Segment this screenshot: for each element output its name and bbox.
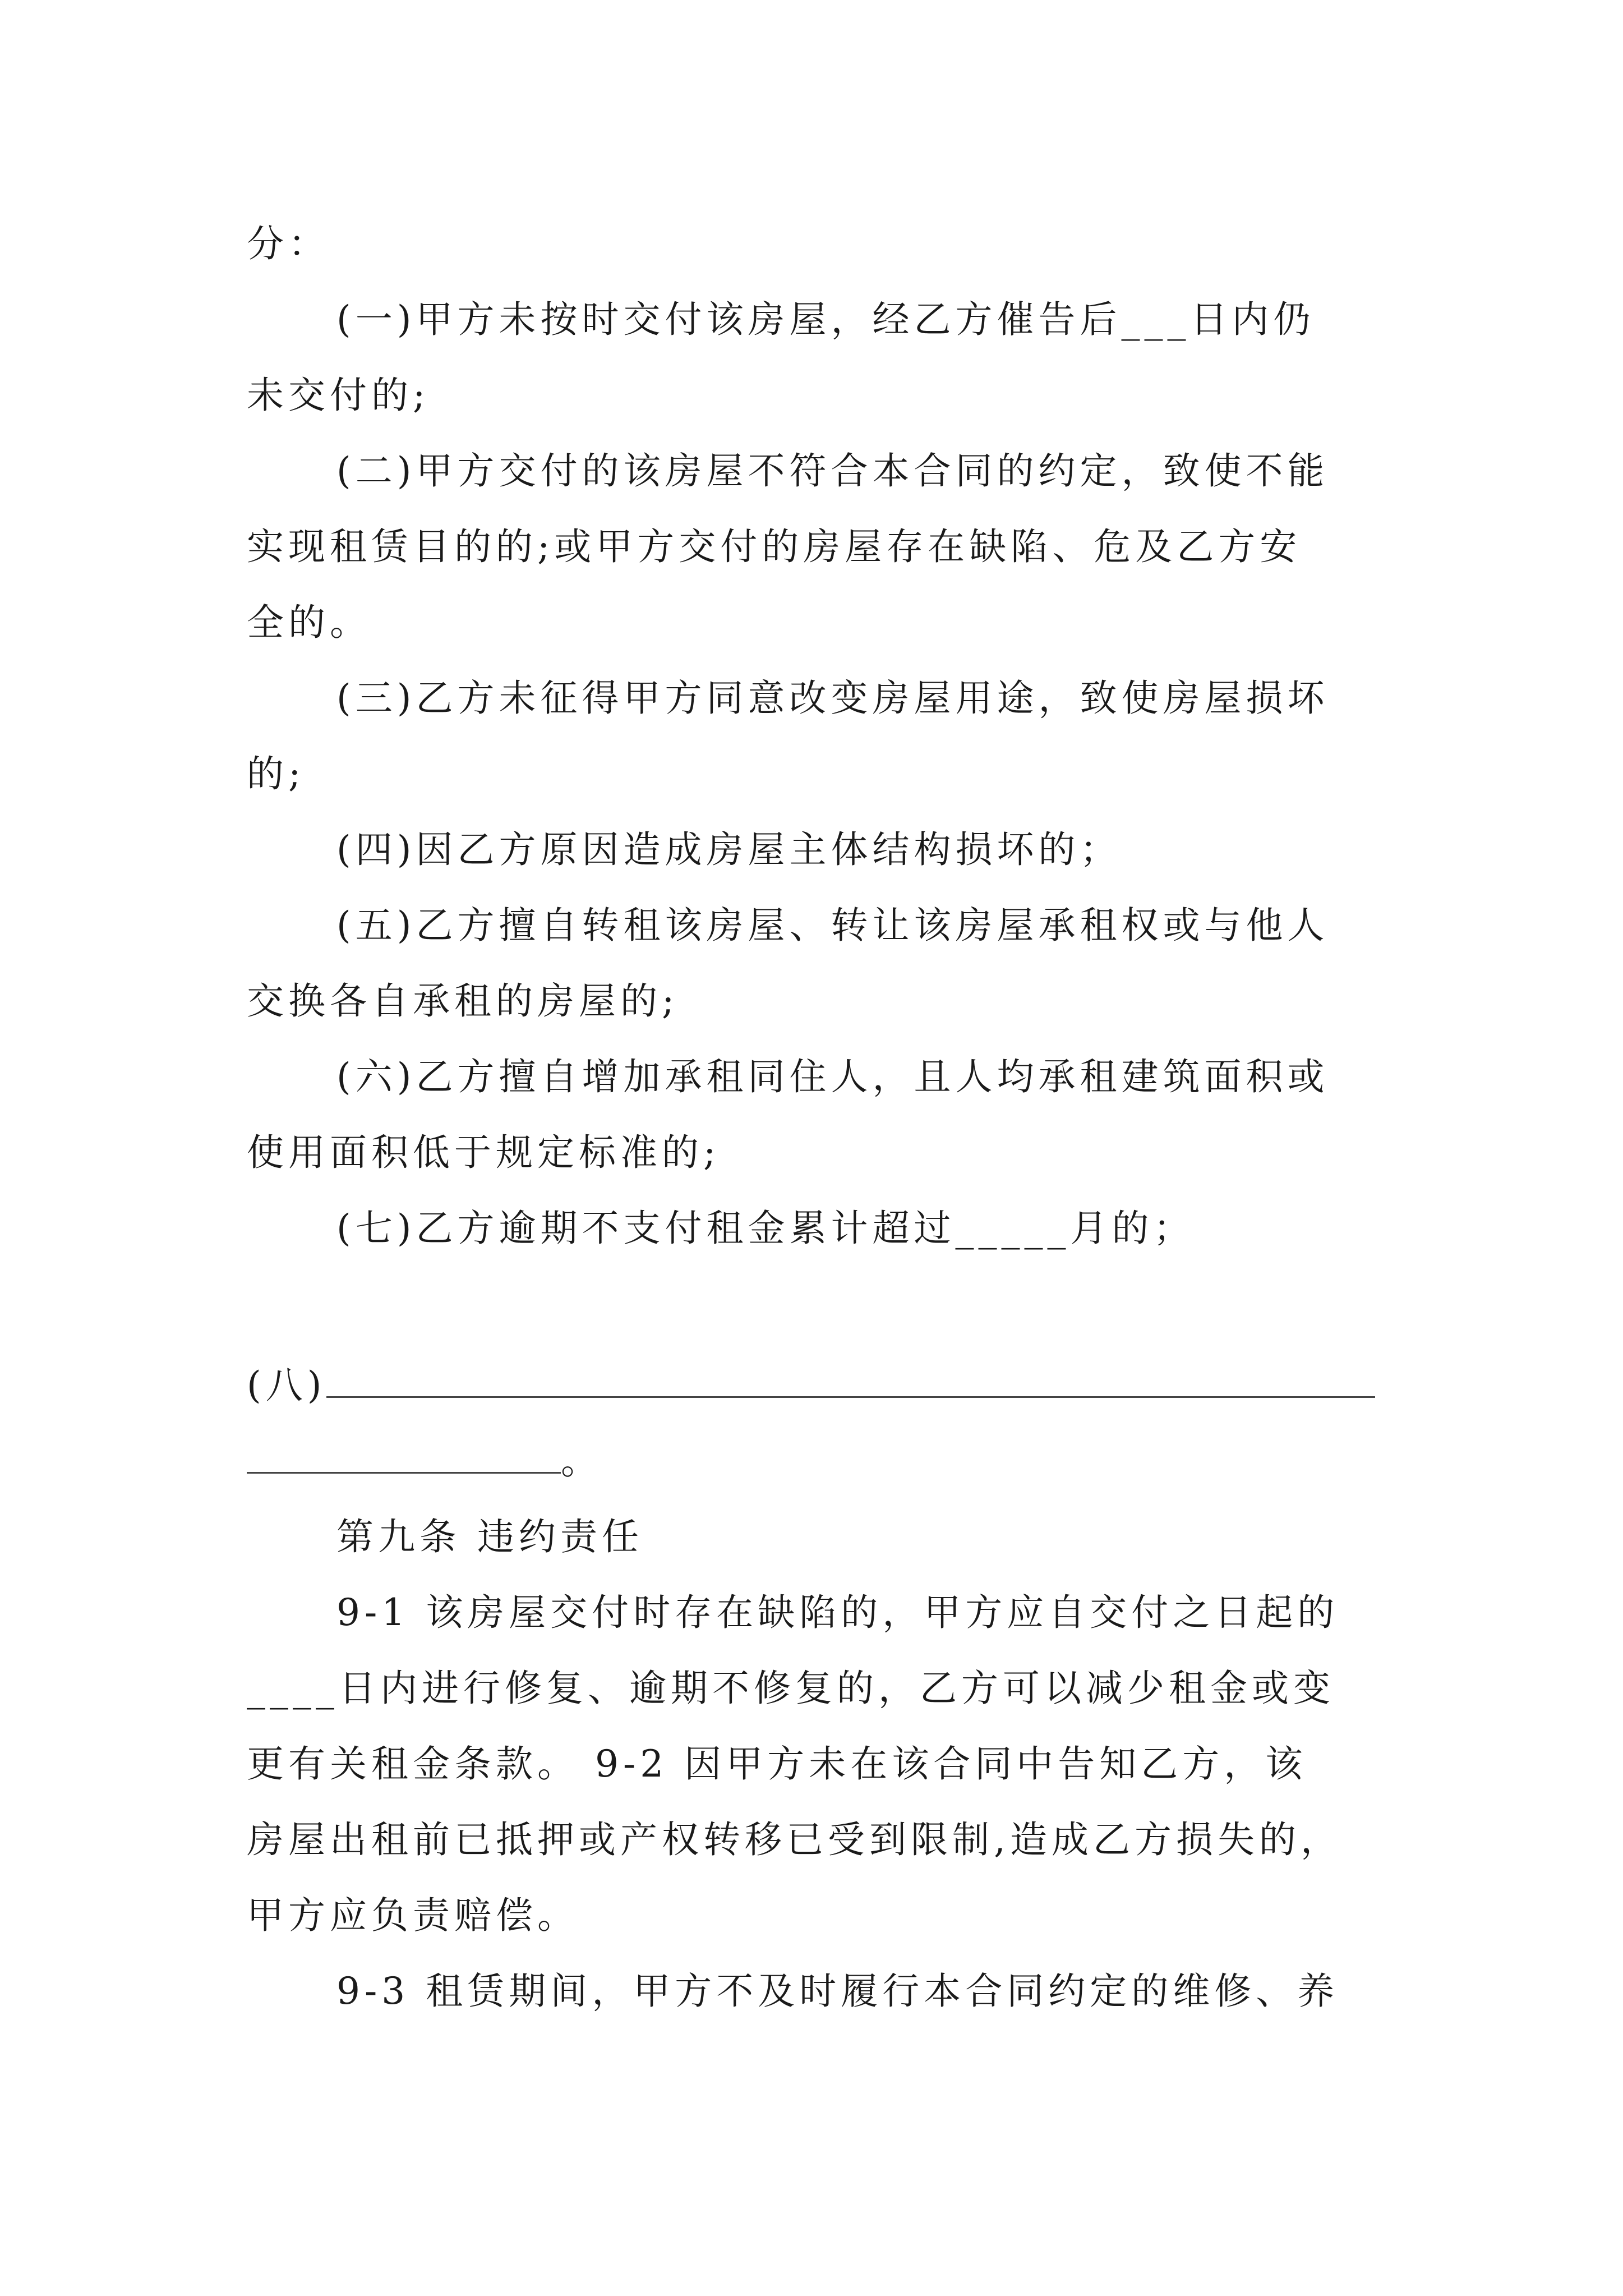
text-line: 9-1 该房屋交付时存在缺陷的，甲方应自交付之日起的: [336, 1591, 1339, 1634]
item-eight-label: (八): [247, 1364, 326, 1407]
text-line: 的;: [247, 752, 306, 795]
document-page: [247, 0, 1385, 2296]
item-eight-line: [247, 1358, 1385, 1414]
text-line: 甲方应负责赔偿。: [247, 1894, 579, 1937]
section-heading: 第九条 违约责任: [336, 1515, 643, 1558]
text-line: (一)甲方未按时交付该房屋，经乙方催告后___日内仍: [336, 298, 1315, 341]
text-line: ____日内进行修复、逾期不修复的，乙方可以减少租金或变: [247, 1667, 1335, 1710]
text-line: (四)因乙方原因造成房屋主体结构损坏的；: [336, 828, 1122, 871]
text-line: 房屋出租前已抵押或产权转移已受到限制,造成乙方损失的，: [247, 1818, 1342, 1861]
fill-in-blank: [326, 1365, 1375, 1398]
text-line: 分：: [247, 222, 330, 265]
text-line: 未交付的;: [247, 374, 430, 417]
text-line: 全的。: [247, 601, 371, 644]
text-line: (三)乙方未征得甲方同意改变房屋用途，致使房屋损坏: [336, 677, 1329, 720]
fill-in-blank: [247, 1441, 561, 1474]
text-line: 。: [561, 1439, 602, 1483]
text-line: 实现租赁目的的;或甲方交付的房屋存在缺陷、危及乙方安: [247, 525, 1302, 568]
text-line: 交换各自承租的房屋的;: [247, 979, 679, 1023]
text-line: 9-3 租赁期间，甲方不及时履行本合同约定的维修、养: [336, 1970, 1339, 2013]
blank-continuation-line: [247, 1433, 1385, 1489]
text-line: (七)乙方逾期不支付租金累计超过_____月的；: [336, 1207, 1195, 1250]
text-line: 使用面积低于规定标准的;: [247, 1131, 721, 1174]
text-line: (二)甲方交付的该房屋不符合本合同的约定，致使不能: [336, 449, 1329, 493]
text-line: (五)乙方擅自转租该房屋、转让该房屋承租权或与他人: [336, 904, 1329, 947]
text-line: 更有关租金条款。 9-2 因甲方未在该合同中告知乙方，该: [247, 1742, 1307, 1786]
text-line: (六)乙方擅自增加承租同住人，且人均承租建筑面积或: [336, 1055, 1329, 1098]
